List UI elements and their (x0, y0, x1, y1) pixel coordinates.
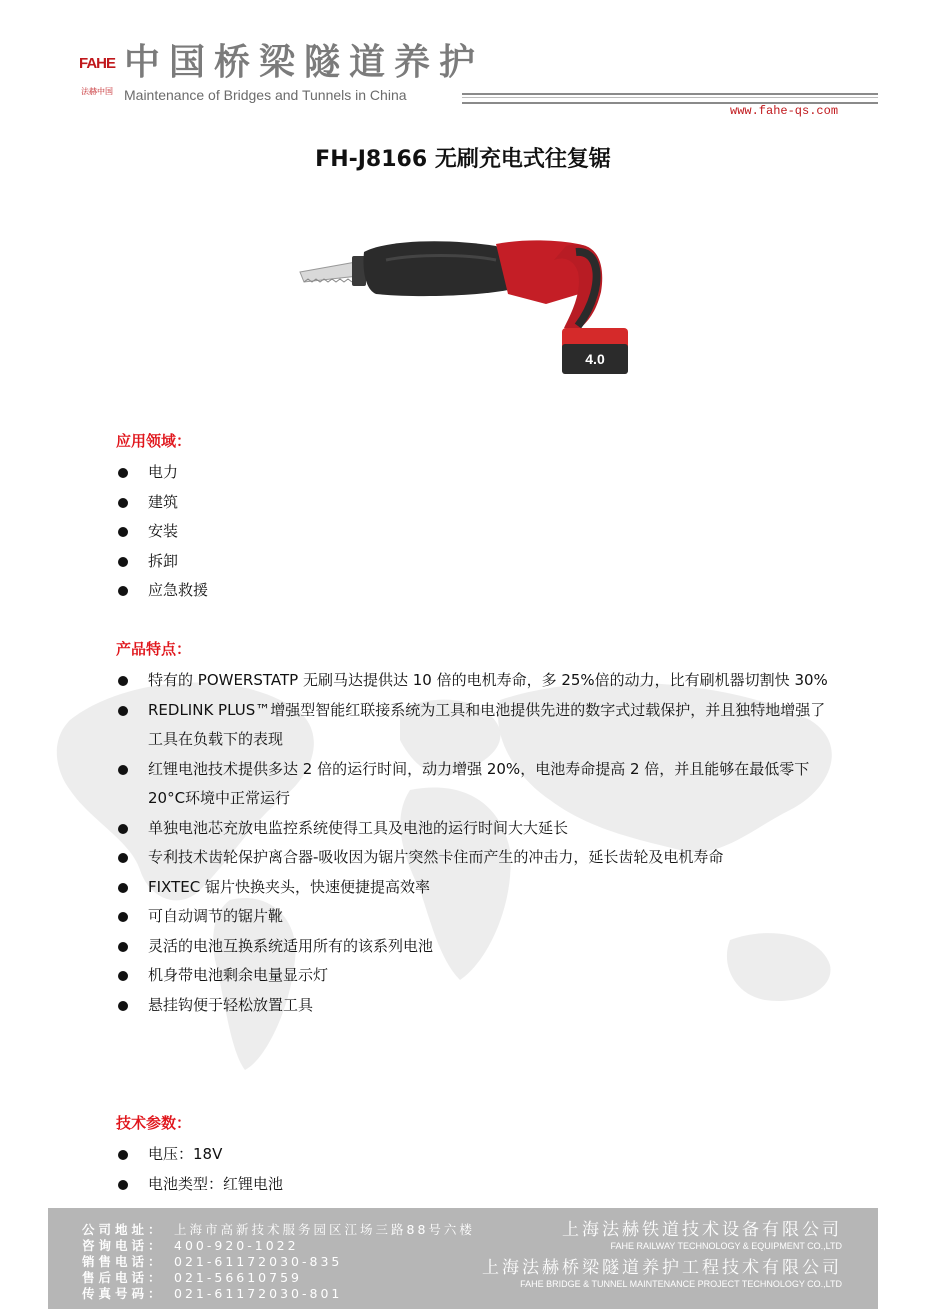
contact-label: 传真号码： (82, 1286, 165, 1301)
list-item (116, 1170, 836, 1200)
company2-name-en: FAHE BRIDGE & TUNNEL MAINTENANCE PROJECT TECHNOLOGY CO.,LTD (520, 1279, 842, 1289)
specs-list (116, 1140, 836, 1199)
contact-value: 021-56610759 (174, 1270, 302, 1285)
list-item (116, 902, 836, 932)
list-item (116, 488, 836, 518)
list-item-text: 灵活的电池互换系统适用所有的该系列电池 (148, 936, 434, 955)
list-item-text: 应急救援 (148, 581, 209, 599)
contact-info (82, 1222, 475, 1302)
list-item (116, 1140, 836, 1170)
bullet-icon (118, 468, 128, 478)
list-item (116, 547, 836, 577)
application-section (116, 430, 836, 606)
bullet-icon (118, 1150, 128, 1160)
list-item-text: FIXTEC 锯片快换夹头，快速便捷提高效率 (148, 877, 430, 896)
specs-heading: 技术参数： (116, 1114, 192, 1132)
bullet-icon (118, 1180, 128, 1190)
company1-name-en: FAHE RAILWAY TECHNOLOGY & EQUIPMENT CO.,LTD (610, 1241, 842, 1251)
application-heading: 应用领域： (116, 432, 192, 450)
bullet-icon (118, 942, 128, 952)
contact-value: 021-61172030-835 (174, 1254, 343, 1269)
company-logo (76, 44, 118, 104)
brand-title-en: Maintenance of Bridges and Tunnels in China (124, 87, 407, 103)
contact-value: 上海市高新技术服务园区江场三路88号六楼 (174, 1222, 475, 1237)
specs-section (116, 1112, 836, 1199)
company2-name-cn: 上海法赫桥梁隧道养护工程技术有限公司 (482, 1258, 842, 1278)
application-list (116, 458, 836, 606)
list-item-text: REDLINK PLUS™增强型智能红联接系统为工具和电池提供先进的数字式过载保护，并且独特地增强了工具在负载下的表现 (148, 700, 826, 748)
contact-row (82, 1270, 475, 1286)
list-item-text: 悬挂钩便于轻松放置工具 (148, 995, 314, 1014)
list-item (116, 576, 836, 606)
list-item-text: 机身带电池剩余电量显示灯 (148, 966, 329, 984)
contact-label: 咨询电话： (82, 1238, 165, 1253)
logo-subtitle: 法赫中国 (81, 87, 113, 96)
list-item-text: 拆卸 (148, 551, 179, 570)
list-item-text: 安装 (148, 522, 179, 540)
list-item (116, 458, 836, 488)
bullet-icon (118, 824, 128, 834)
list-item (116, 991, 836, 1021)
product-image (296, 232, 636, 384)
bullet-icon (118, 498, 128, 508)
list-item (116, 696, 836, 755)
list-item-text: 单独电池芯充放电监控系统使得工具及电池的运行时间大大延长 (148, 818, 569, 837)
bullet-icon (118, 853, 128, 863)
features-list (116, 666, 836, 1020)
list-item-text: 电力 (148, 463, 179, 481)
contact-row (82, 1238, 475, 1254)
company1-name-cn: 上海法赫铁道技术设备有限公司 (562, 1220, 842, 1240)
contact-row (82, 1222, 475, 1238)
contact-value: 021-61172030-801 (174, 1286, 343, 1301)
bullet-icon (118, 1001, 128, 1011)
list-item-text: 电池类型：红锂电池 (148, 1174, 284, 1193)
list-item (116, 814, 836, 844)
website-link[interactable]: www.fahe-qs.com (730, 104, 839, 118)
list-item (116, 517, 836, 547)
bullet-icon (118, 586, 128, 596)
features-section (116, 638, 836, 1020)
list-item-text: 特有的 POWERSTATP 无刷马达提供达 10 倍的电机寿命，多 25%倍的动力，比有刷机器切割快 30% (148, 671, 828, 689)
contact-row (82, 1254, 475, 1270)
list-item-text: 红锂电池技术提供多达 2 倍的运行时间，动力增强 20%，电池寿命提高 2 倍，并且能够在最低零下 20°C环境中正常运行 (148, 759, 810, 807)
bullet-icon (118, 676, 128, 686)
list-item-text: 建筑 (148, 492, 179, 511)
list-item (116, 961, 836, 991)
list-item (116, 666, 836, 696)
bullet-icon (118, 527, 128, 537)
page-title: FH-J8166 无刷充电式往复锯 (315, 147, 611, 172)
contact-label: 售后电话： (82, 1270, 165, 1285)
list-item (116, 755, 836, 814)
saw-grip (364, 241, 509, 296)
list-item-text: 可自动调节的锯片靴 (148, 907, 284, 925)
bullet-icon (118, 912, 128, 922)
header-divider (462, 93, 878, 104)
contact-row (82, 1286, 475, 1302)
company-names (482, 1220, 842, 1290)
bullet-icon (118, 971, 128, 981)
contact-label: 公司地址： (82, 1222, 165, 1237)
list-item (116, 932, 836, 962)
brand-title-cn: 中国桥梁隧道养护 (124, 42, 485, 83)
list-item-text: 专利技术齿轮保护离合器-吸收因为锯片突然卡住而产生的冲击力，延长齿轮及电机寿命 (148, 848, 724, 866)
contact-value: 400-920-1022 (174, 1238, 299, 1253)
features-heading: 产品特点： (116, 640, 192, 658)
battery-label: 4.0 (585, 351, 605, 367)
list-item-text: 电压：18V (148, 1145, 223, 1163)
contact-footer (48, 1208, 878, 1309)
list-item (116, 873, 836, 903)
bullet-icon (118, 557, 128, 567)
logo-mark: FAHE (78, 55, 115, 72)
contact-label: 销售电话： (82, 1254, 165, 1269)
bullet-icon (118, 883, 128, 893)
bullet-icon (118, 765, 128, 775)
list-item (116, 843, 836, 873)
bullet-icon (118, 706, 128, 716)
